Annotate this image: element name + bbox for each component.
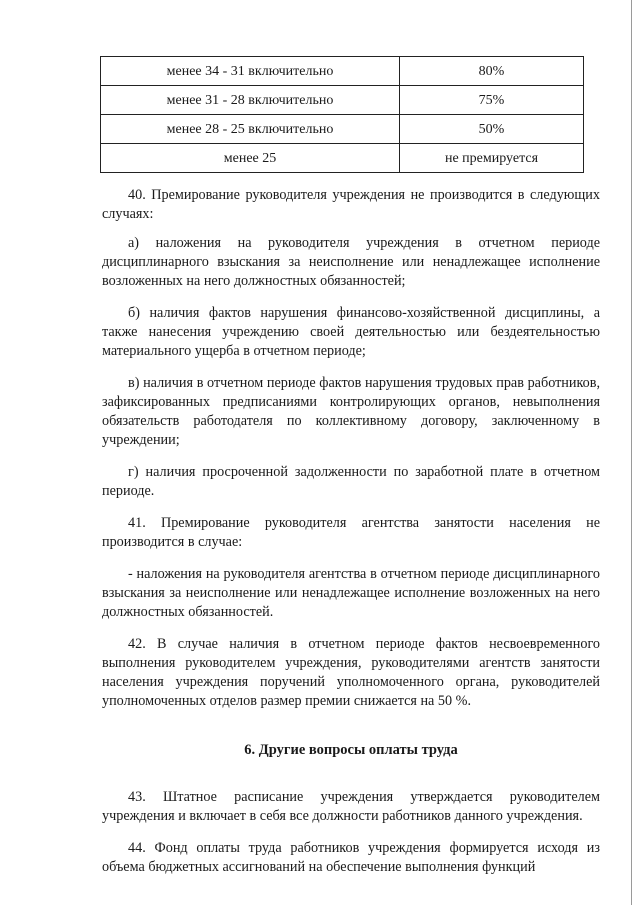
paragraph-40-b: б) наличия фактов нарушения финансово-хозяйственной дисциплины, а также нанесения учреждению своей деятельностью или бездеятельностью материального ущерба в отчетном периоде;: [102, 305, 600, 359]
document-body: [102, 186, 600, 890]
table-cell-range: менее 31 - 28 включительно: [101, 86, 400, 115]
table-row: [101, 144, 584, 173]
section-heading: 6. Другие вопросы оплаты труда: [244, 742, 458, 758]
table-row: [101, 115, 584, 144]
paragraph-40-a: а) наложения на руководителя учреждения в отчетном периоде дисциплинарного взыскания за неисполнение или ненадлежащее исполнение возложенных на него должностных обязанностей;: [102, 235, 600, 289]
table-cell-value: 75%: [400, 86, 584, 115]
premium-table: [100, 56, 584, 173]
paragraph-44: 44. Фонд оплаты труда работников учреждения формируется исходя из объема бюджетных ассигнований на обеспечение выполнения функций: [102, 840, 600, 875]
paragraph-40: 40. Премирование руководителя учреждения не производится в следующих случаях:: [102, 187, 600, 222]
paragraph-42: 42. В случае наличия в отчетном периоде фактов несвоевременного выполнения руководителем учреждения, руководителями агентств занятости населения учреждения поручений уполномоченного органа, руководителей уполномоченных отделов размер премии снижается на 50 %.: [102, 636, 600, 709]
paragraph-43: 43. Штатное расписание учреждения утверждается руководителем учреждения и включает в себя все должности работников данного учреждения.: [102, 789, 600, 824]
paragraph-41: 41. Премирование руководителя агентства занятости населения не производится в случае:: [102, 515, 600, 550]
paragraph-40-v: в) наличия в отчетном периоде фактов нарушения трудовых прав работников, зафиксированных предписаниями контролирующих органов, невыполнения обязательств работодателя по коллективному договору, заключенному в учреждении;: [102, 375, 600, 448]
table-cell-value: 50%: [400, 115, 584, 144]
table-cell-range: менее 25: [101, 144, 400, 173]
table-cell-value: 80%: [400, 57, 584, 86]
table-cell-value: не премируется: [400, 144, 584, 173]
table-row: [101, 86, 584, 115]
paragraph-41-a: - наложения на руководителя агентства в отчетном периоде дисциплинарного взыскания за неисполнение или ненадлежащее исполнение возложенных на него должностных обязанностей.: [102, 566, 600, 620]
paragraph-40-g: г) наличия просроченной задолженности по заработной плате в отчетном периоде.: [102, 464, 600, 499]
table-row: [101, 57, 584, 86]
page-edge-line: [631, 0, 632, 905]
table-cell-range: менее 34 - 31 включительно: [101, 57, 400, 86]
table-cell-range: менее 28 - 25 включительно: [101, 115, 400, 144]
